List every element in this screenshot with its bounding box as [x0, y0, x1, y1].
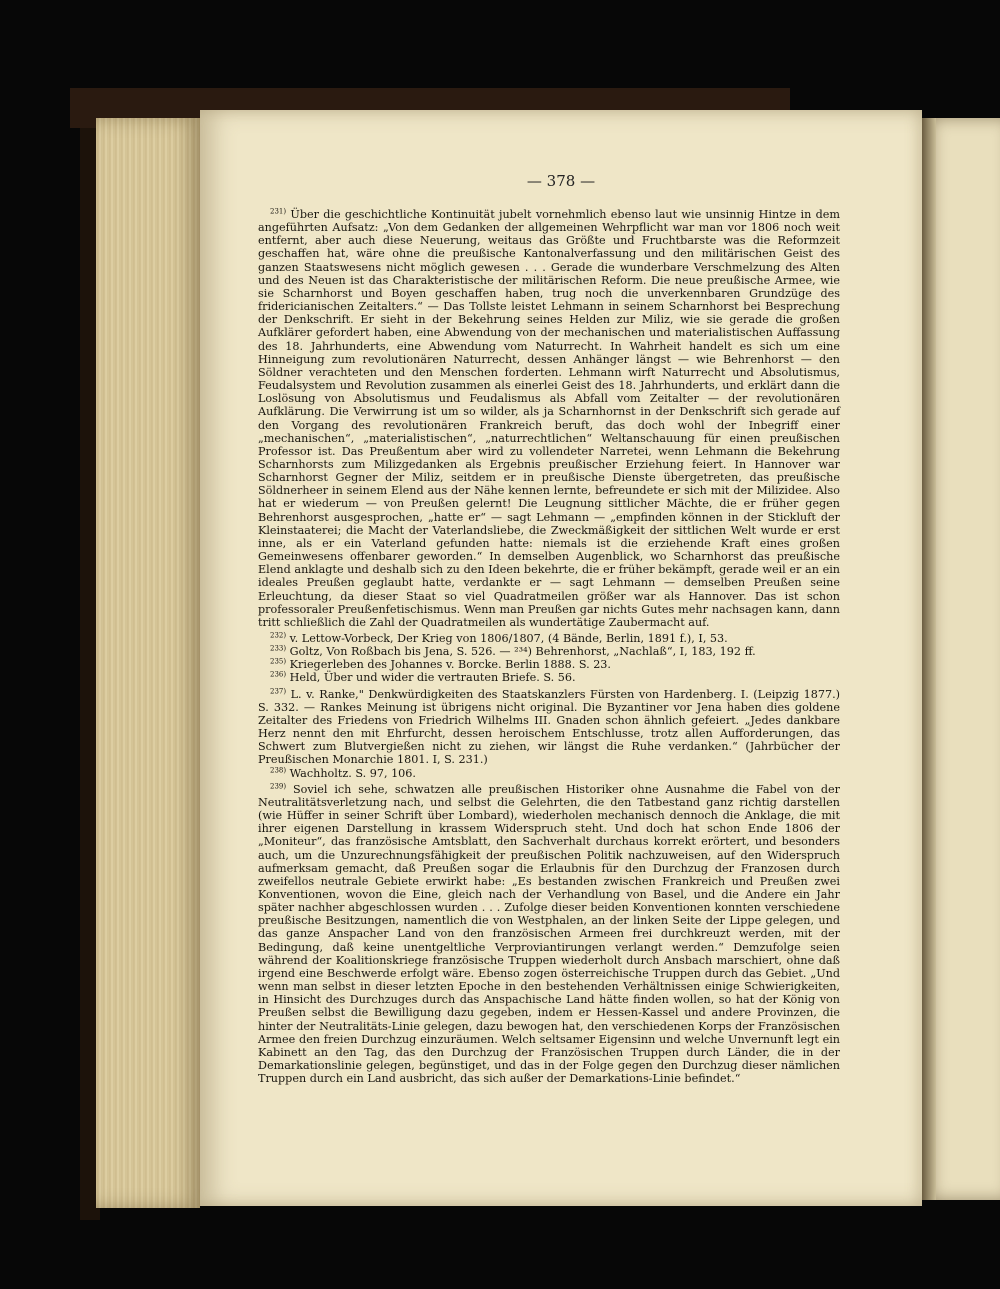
footnote-232 [258, 632, 840, 645]
footnote-number: 236) [270, 670, 287, 679]
footnote-number: 239) [270, 781, 287, 790]
footnote-238 [258, 767, 840, 780]
footnote-number: 237) [270, 686, 287, 695]
footnote-235 [258, 658, 840, 671]
footnote-231 [258, 208, 840, 629]
footnotes-block [258, 208, 840, 1085]
page-number: — 378 — [526, 172, 596, 190]
page-stack-edge [96, 118, 200, 1208]
footnote-233 [258, 645, 840, 658]
footnote-number: 232) [270, 631, 287, 640]
footnote-number: 235) [270, 657, 287, 666]
footnote-number: 233) [270, 644, 287, 653]
footnote-236 [258, 671, 840, 684]
footnote-number: 238) [270, 765, 287, 774]
footnote-text: Kriegerleben des Johannes v. Borcke. Berlin 1888. S. 23. [289, 658, 611, 672]
footnote-text: v. Lettow-Vorbeck, Der Krieg von 1806/1807, (4 Bände, Berlin, 1891 f.), I, 53. [289, 632, 728, 645]
footnote-239 [258, 783, 840, 1086]
footnote-text: Soviel ich sehe, schwatzen alle preußischen Historiker ohne Ausnahme die Fabel von der Neutralitätsverletzung nach, und selbst die Gelehrten, die den Tatbestand ganz richtig darstellen (wie Hüffer in seiner Schrift über Lombard), wiederholen mechanisch dennoch die Anklage, die mit ihrer eigenen Darstellung in krassem Widerspruch steht. Und doch hat schon Ende 1806 der „Moniteur“, das französische Amtsblatt, den Sachverhalt durchaus korrekt erörtert, und besonders auch, um die Unzurechnungsfähigkeit der preußischen Politik nachzuweisen, auf den Widerspruch aufmerksam gemacht, daß Preußen sogar die Erlaubnis für den Durchzug der Franzosen durch zweifellos neutrale Gebiete erwirkt habe: „Es bestanden zwischen Frankreich und Preußen zwei Konventionen, wovon die Eine, gleich nach der Verhandlung von Basel, und die Andere ein Jahr später nachher abgeschlossen wurden . . . Zufolge dieser beiden Konventionen konnten verschiedene preußische Besitzungen, namentlich die von Westphalen, an der linken Seite der Lippe gelegen, und das ganze Anspacher Land von den französischen Armeen frei durchkreuzt werden, mit der Bedingung, daß keine unentgeltliche Verproviantirungen verlangt werden.“ Demzufolge seien während der Koalitionskriege französische Truppen wiederholt durch Ansbach marschiert, ohne daß irgend eine Beschwerde erfolgt wäre. Ebenso zogen österreichische Truppen durch das Gebiet. „Und wenn man selbst in dieser letzten Epoche in den bestehenden Verhältnissen einige Schwierigkeiten, in Hinsicht des Durchzuges durch das Anspachische Land hätte finden wollen, so hat der König von Preußen selbst die Bewilligung dazu gegeben, indem er Hessen-Kassel und andere Provinzen, die hinter der Neutralitäts-Linie gelegen, dazu bewogen hat, den verschiedenen Korps der Französischen Armee den freien Durchzug einzuräumen. Welch seltsamer Eigensinn und welche Unvernunft legt ein Kabinett an den Tag, das den Durchzug der Französischen Truppen durch Länder, die in der Demarkationslinie gelegen, begünstiget, und das in der Folge gegen den Durchzug dieser nämlichen Truppen durch ein Land ausbricht, das sich außer der Demarkations-Linie befindet.“ [258, 782, 840, 1086]
book-gutter [922, 118, 936, 1200]
footnote-number: 231) [270, 207, 287, 216]
footnote-text: Held, Über und wider die vertrauten Briefe. S. 56. [289, 671, 576, 685]
footnote-237 [258, 688, 840, 767]
footnote-text: L. v. Ranke," Denkwürdigkeiten des Staatskanzlers Fürsten von Hardenberg. I. (Leipzig 1877.) S. 332. — Rankes Meinung ist übrigens nicht original. Die Byzantiner vor Jena haben dies goldene Zeitalter des Friedens von Friedrich Wilhelms III. Gnaden schon ähnlich gefeiert. „Jedes dankbare Herz nennt den mit Ehrfurcht, dessen heroischem Entschlusse, trotz allen Aufforderungen, das Schwert zum Blutvergießen nicht zu ziehen, wir längst die Ruhe verdanken.“ (Jahrbücher der Preußischen Monarchie 1801. I, S. 231.) [258, 687, 840, 767]
footnote-text: Wachholtz. S. 97, 106. [289, 766, 416, 780]
footnote-text: Über die geschichtliche Kontinuität jubelt vornehmlich ebenso laut wie unsinnig Hintze in dem angeführten Aufsatz: „Von dem Gedanken der allgemeinen Wehrpflicht war man vor 1806 noch weit entfernt, aber auch diese Neuerung, weitaus das Größte und Fruchtbarste was die Reformzeit geschaffen hat, wäre ohne die preußische Kantonalverfassung und den militärischen Geist des ganzen Staatswesens nicht möglich gewesen . . . Gerade die wunderbare Verschmelzung des Alten und des Neuen ist das Charakteristische der militärischen Reform. Die neue preußische Armee, wie sie Scharnhorst und Boyen geschaffen haben, trug noch die unverkennbaren Grundzüge des fridericianischen Zeitalters.“ — Das Tollste leistet Lehmann in seinem Scharnhorst bei Besprechung der Denkschrift. Er sieht in der Bekehrung seines Helden zur Miliz, wie sie gerade die großen Aufklärer gefordert haben, eine Abwendung von der mechanischen und materialistischen Auffassung des 18. Jahrhunderts, eine Abwendung vom Naturrecht. In Wahrheit handelt es sich um eine Hinneigung zum revolutionären Naturrecht, dessen Anhänger längst — wie Behrenhorst — den Söldner verachteten und den Menschen forderten. Lehmann wirft Naturrecht und Absolutismus, Feudalsystem und Revolution zusammen als einerlei Geist des 18. Jahrhunderts, und erklärt dann die Loslösung von Absolutismus und Feudalismus als Abfall vom Zeitalter — der revolutionären Aufklärung. Die Verwirrung ist um so wilder, als ja Scharnhornst in der Denkschrift sich gerade auf den Vorgang des revolutionären Frankreich beruft, das doch wohl der Inbegriff einer „mechanischen“, „materialistischen“, „naturrechtlichen“ Weltanschauung für einen preußischen Professor ist. Das Preußentum aber wird zu vollendeter Narretei, wenn Lehmann die Bekehrung Scharnhorsts zum Milizgedanken als Ergebnis preußischer Erziehung feiert. In Hannover war Scharnhorst Gegner der Miliz, seitdem er in preußische Dienste übergetreten, das preußische Söldnerheer in seinem Elend aus der Nähe kennen lernte, befreundete er sich mit der Milizidee. Also hat er wiederum — von Preußen gelernt! Die Leugnung sittlicher Mächte, die er früher gegen Behrenhorst ausgesprochen, „hatte er“ — sagt Lehmann — „empfinden können in der Stickluft der Kleinstaaterei; die Macht der Vaterlandsliebe, die Zweckmäßigkeit der sittlichen Welt wurde er erst inne, als er ein Vaterland gefunden hatte: niemals ist die erziehende Kraft eines großen Gemeinwesens offenbarer geworden.“ In demselben Augenblick, wo Scharnhorst das preußische Elend anklagte und deshalb sich zu den Ideen bekehrte, die er früher bekämpft, gerade weil er an ein ideales Preußen geglaubt hatte, verdankte er — sagt Lehmann — demselben Preußen seine Erleuchtung, da dieser Staat so viel Quadratmeilen größer war als Hannover. Das ist schon professoraler Preußenfetischismus. Wenn man Preußen gar nichts Gutes mehr nachsagen kann, dann tritt schließlich die Zahl der Quadratmeilen als wundertätige Zaubermacht auf. [258, 208, 840, 629]
footnote-text: Goltz, Von Roßbach bis Jena, S. 526. — ²³⁴) Behrenhorst, „Nachlaß“, I, 183, 192 ff. [289, 645, 756, 659]
